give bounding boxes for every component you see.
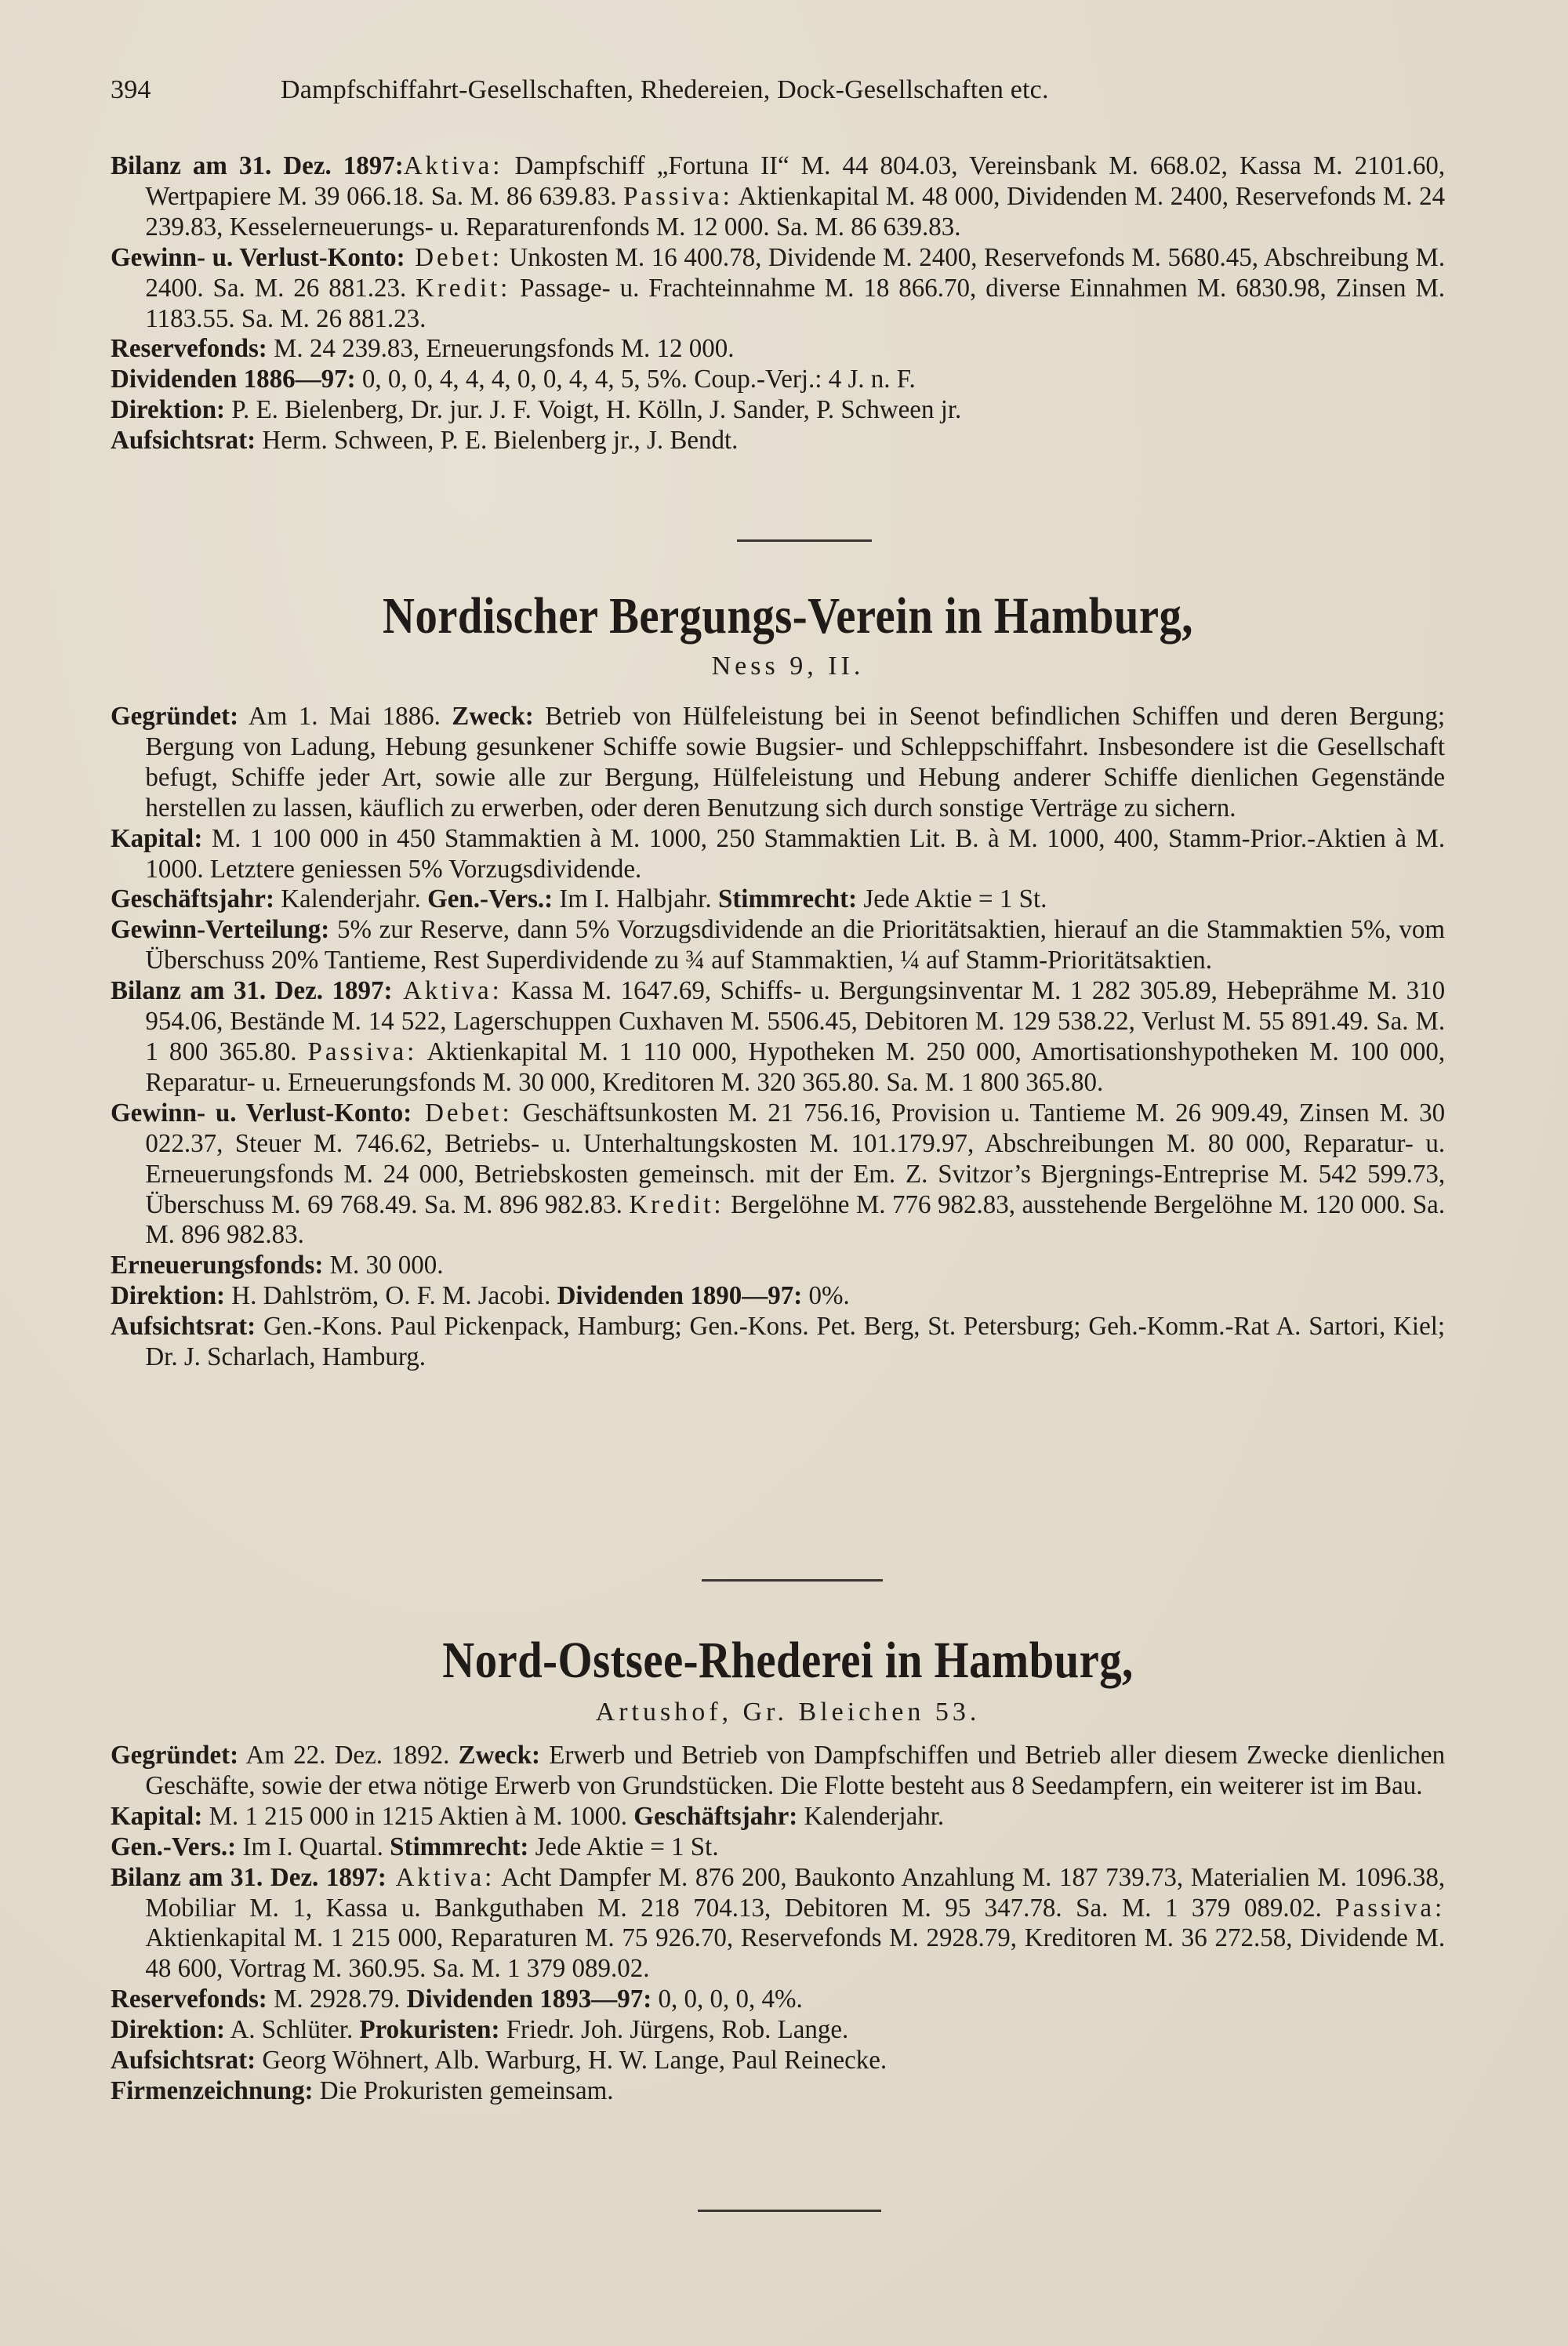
field-value: Aktienkapital M. 1 110 000, Hypotheken M. 250 000, Amortisationshypotheken M. 100 000, Reparatur- u. Erneuerungsfonds M. 30 000, Kreditoren M. 320 365.80. Sa. M. 1 800 365.80. bbox=[145, 1037, 1446, 1097]
entry-body bbox=[111, 702, 1445, 1373]
field-value: M. 1 215 000 in 1215 Aktien à M. 1000. bbox=[202, 1801, 634, 1831]
entry-paragraph bbox=[111, 884, 1445, 915]
field-label: Zweck: bbox=[458, 1741, 541, 1770]
field-label: Bilanz am 31. Dez. 1897: bbox=[111, 1862, 387, 1892]
spaced-label: Kredit: bbox=[416, 273, 511, 303]
entry-paragraph bbox=[111, 1863, 1445, 1985]
section-divider bbox=[702, 1579, 883, 1582]
entry-previous-company bbox=[111, 151, 1445, 456]
entry-paragraph bbox=[111, 151, 1445, 243]
field-value: Jede Aktie = 1 St. bbox=[857, 884, 1047, 914]
field-label: Direktion: bbox=[111, 395, 226, 425]
field-label: Zweck: bbox=[452, 702, 534, 731]
field-label: Stimmrecht: bbox=[390, 1832, 529, 1861]
company-title: Nord-Ostsee-Rhederei in Hamburg, bbox=[442, 1632, 1134, 1689]
field-label: Direktion: bbox=[111, 1281, 226, 1311]
section-divider bbox=[737, 539, 872, 542]
field-value: 5% zur Reserve, dann 5% Vorzugsdividende an die Prioritätsaktien, hierauf an die Stammaktien 5%, vom Überschuss 20% Tantieme, Rest Superdividende zu ¾ auf Stammaktien, ¼ auf Stamm-Prioritätsaktien. bbox=[145, 915, 1446, 975]
entry-paragraph bbox=[111, 1985, 1445, 2015]
entry-paragraph bbox=[111, 243, 1445, 335]
field-value: Herm. Schween, P. E. Bielenberg jr., J. Bendt. bbox=[256, 426, 739, 456]
field-label: Prokuristen: bbox=[359, 2015, 500, 2045]
field-label: Dividenden 1890—97: bbox=[557, 1281, 803, 1311]
field-value: Im I. Halbjahr. bbox=[553, 884, 718, 914]
field-value: 0%. bbox=[802, 1281, 850, 1311]
field-value: 0, 0, 0, 4, 4, 4, 0, 0, 4, 4, 5, 5%. Coup.-Verj.: 4 J. n. F. bbox=[355, 365, 916, 394]
entry-paragraph bbox=[111, 1099, 1445, 1251]
running-head-title: Dampfschiffahrt-Gesellschaften, Rhedereien, Dock-Gesellschaften etc. bbox=[281, 75, 1049, 104]
field-value: Am 1. Mai 1886. bbox=[238, 702, 452, 731]
field-label: Gen.-Vers.: bbox=[427, 884, 554, 914]
entry-paragraph bbox=[111, 395, 1445, 426]
field-value: Die Prokuristen gemeinsam. bbox=[313, 2075, 614, 2105]
field-label: Dividenden 1893—97: bbox=[406, 1985, 652, 2014]
field-label: Geschäftsjahr: bbox=[633, 1801, 798, 1831]
field-label: Gewinn-Verteilung: bbox=[111, 915, 330, 945]
field-label: Aufsichtsrat: bbox=[111, 1312, 256, 1342]
running-head bbox=[111, 75, 1465, 105]
field-label: Erneuerungsfonds: bbox=[111, 1251, 324, 1280]
field-label: Gen.-Vers.: bbox=[111, 1832, 237, 1861]
field-value: Betrieb von Hülfeleistung bei in Seenot befindlichen Schiffen und deren Bergung; Bergung von Ladung, Hebung gesunkener Schiffe sowie Bugsier- und Schleppschiffahrt. Insbesondere ist die Gesellschaft befugt, Schiffe jeder Art, sowie alle zur Bergung, Hülfeleistung und Hebung anderer Schiffe dienlichen Gegenstände herstellen zu lassen, käuflich zu erwerben, oder deren Benutzung sich durch sonstige Verträge zu sichern. bbox=[145, 702, 1446, 823]
field-label: Gewinn- u. Verlust-Konto: bbox=[111, 242, 405, 272]
field-label: Reservefonds: bbox=[111, 1985, 267, 2014]
field-label: Kapital: bbox=[111, 1801, 203, 1831]
field-value: Acht Dampfer M. 876 200, Baukonto Anzahlung M. 187 739.73, Materialien M. 1096.38, Mobiliar M. 1, Kassa u. Bankguthaben M. 218 704.13, Debitoren M. 95 347.78. Sa. M. 1 379 089.02. bbox=[145, 1862, 1446, 1923]
field-value: H. Dahlström, O. F. M. Jacobi. bbox=[225, 1281, 557, 1311]
entry-paragraph bbox=[111, 1832, 1445, 1863]
field-value: Friedr. Joh. Jürgens, Rob. Lange. bbox=[499, 2015, 849, 2045]
entry-body bbox=[111, 1741, 1445, 2107]
spaced-label: Passiva: bbox=[307, 1037, 418, 1066]
spaced-label: Passiva: bbox=[623, 181, 733, 211]
spaced-label: Debet: bbox=[412, 1098, 513, 1128]
field-label: Aufsichtsrat: bbox=[111, 2046, 256, 2075]
spaced-label: Aktiva: bbox=[392, 976, 503, 1006]
spaced-label: Kredit: bbox=[629, 1189, 724, 1219]
entry-paragraph bbox=[111, 2015, 1445, 2046]
field-value: Dampfschiff „Fortuna II“ M. 44 804.03, Vereinsbank M. 668.02, Kassa M. 2101.60, Wertpapiere M. 39 066.18. Sa. M. 86 639.83. bbox=[145, 151, 1446, 211]
entry-paragraph bbox=[111, 915, 1445, 976]
entry-nordischer-bergungs-verein bbox=[111, 702, 1445, 1373]
field-value: Passage- u. Frachteinnahme M. 18 866.70, diverse Einnahmen M. 6830.98, Zinsen M. 1183.55. Sa. M. 26 881.23. bbox=[145, 273, 1446, 333]
spaced-label: Aktiva: bbox=[386, 1862, 495, 1892]
entry-paragraph bbox=[111, 426, 1445, 456]
entry-paragraph bbox=[111, 1802, 1445, 1832]
field-label: Geschäftsjahr: bbox=[111, 884, 274, 914]
field-label: Gewinn- u. Verlust-Konto: bbox=[111, 1098, 412, 1128]
field-label: Gegründet: bbox=[111, 1741, 239, 1770]
entry-paragraph bbox=[111, 1312, 1445, 1373]
field-value: Jede Aktie = 1 St. bbox=[528, 1832, 719, 1861]
field-value: Bergelöhne M. 776 982.83, ausstehende Bergelöhne M. 120 000. Sa. M. 896 982.83. bbox=[145, 1189, 1446, 1250]
entry-paragraph bbox=[111, 1741, 1445, 1802]
entry-paragraph bbox=[111, 365, 1445, 395]
field-value: Kassa M. 1647.69, Schiffs- u. Bergungsinventar M. 1 282 305.89, Hebeprähme M. 310 954.06, Bestände M. 14 522, Lagerschuppen Cuxhaven M. 5506.45, Debitoren M. 129 538.22, Verlust M. 55 891.49. Sa. M. 1 800 365.80. bbox=[145, 976, 1446, 1066]
field-label: Stimmrecht: bbox=[717, 884, 858, 914]
field-value: M. 24 239.83, Erneuerungsfonds M. 12 000. bbox=[267, 334, 735, 364]
entry-body bbox=[111, 151, 1445, 456]
entry-paragraph bbox=[111, 824, 1445, 885]
field-value: 0, 0, 0, 0, 4%. bbox=[652, 1985, 803, 2014]
entry-paragraph bbox=[111, 1281, 1445, 1312]
field-value: M. 30 000. bbox=[323, 1251, 444, 1280]
field-value: Erwerb und Betrieb von Dampfschiffen und Betrieb aller diesem Zwecke dienlichen Geschäfte, sowie der etwa nötige Erwerb von Grundstücken. Die Flotte besteht aus 8 Seedampfern, ein weiterer ist im Bau. bbox=[145, 1741, 1446, 1800]
entry-paragraph bbox=[111, 702, 1445, 824]
field-label: Reservefonds: bbox=[111, 334, 267, 364]
field-value: Aktienkapital M. 1 215 000, Reparaturen M. 75 926.70, Reservefonds M. 2928.79, Kreditoren M. 36 272.58, Dividende M. 48 600, Vortrag M. 360.95. Sa. M. 1 379 089.02. bbox=[145, 1923, 1446, 1984]
field-label: Aufsichtsrat: bbox=[111, 426, 256, 456]
field-label: Dividenden 1886—97: bbox=[111, 365, 356, 394]
field-value: Georg Wöhnert, Alb. Warburg, H. W. Lange, Paul Reinecke. bbox=[256, 2046, 887, 2075]
entry-nord-ostsee-rhederei bbox=[111, 1741, 1445, 2107]
field-label: Gegründet: bbox=[111, 702, 239, 731]
entry-paragraph bbox=[111, 2076, 1445, 2107]
field-value: Geschäftsunkosten M. 21 756.16, Provision u. Tantieme M. 26 909.49, Zinsen M. 30 022.37, Steuer M. 746.62, Betriebs- u. Unterhaltungskosten M. 101.179.97, Abschreibungen M. 80 000, Reparatur- u. Erneuerungsfonds M. 24 000, Betriebskosten gemeinsch. mit der Em. Z. Svitzor’s Bjergnings-Entreprise M. 542 599.73, Überschuss M. 69 768.49. Sa. M. 896 982.83. bbox=[145, 1098, 1446, 1219]
page-number: 394 bbox=[111, 75, 151, 104]
field-value: Aktienkapital M. 48 000, Dividenden M. 2400, Reservefonds M. 24 239.83, Kesselerneuerungs- u. Reparaturenfonds M. 12 000. Sa. M. 86 639.83. bbox=[145, 181, 1446, 242]
field-value: M. 2928.79. bbox=[267, 1985, 407, 2014]
company-address: Ness 9, II. bbox=[711, 652, 865, 681]
entry-paragraph bbox=[111, 976, 1445, 1099]
field-label: Bilanz am 31. Dez. 1897: bbox=[111, 151, 404, 180]
field-value: A. Schlüter. bbox=[225, 2015, 360, 2045]
spaced-label: Aktiva: bbox=[403, 151, 503, 180]
field-value: M. 1 100 000 in 450 Stammaktien à M. 1000, 250 Stammaktien Lit. B. à M. 1000, 400, Stamm-Prior.-Aktien à M. 1000. Letztere geniessen 5% Vorzugsdividende. bbox=[145, 823, 1446, 884]
field-value: Im I. Quartal. bbox=[236, 1832, 390, 1861]
field-label: Bilanz am 31. Dez. 1897: bbox=[111, 976, 393, 1006]
field-value: Am 22. Dez. 1892. bbox=[238, 1741, 459, 1770]
field-value: Gen.-Kons. Paul Pickenpack, Hamburg; Gen.-Kons. Pet. Berg, St. Petersburg; Geh.-Komm.-Rat A. Sartori, Kiel; Dr. J. Scharlach, Hamburg. bbox=[145, 1312, 1446, 1372]
entry-paragraph bbox=[111, 1251, 1445, 1281]
entry-paragraph bbox=[111, 334, 1445, 365]
spaced-label: Debet: bbox=[405, 242, 503, 272]
company-title: Nordischer Bergungs-Verein in Hamburg, bbox=[383, 587, 1193, 645]
field-label: Firmenzeichnung: bbox=[111, 2075, 314, 2105]
field-value: Unkosten M. 16 400.78, Dividende M. 2400, Reservefonds M. 5680.45, Abschreibung M. 2400. Sa. M. 26 881.23. bbox=[145, 242, 1446, 303]
company-address: Artushof, Gr. Bleichen 53. bbox=[595, 1698, 981, 1727]
field-value: Kalenderjahr. bbox=[274, 884, 428, 914]
section-divider bbox=[698, 2210, 881, 2212]
spaced-label: Passiva: bbox=[1335, 1893, 1446, 1923]
field-label: Direktion: bbox=[111, 2015, 226, 2045]
entry-paragraph bbox=[111, 2046, 1445, 2076]
field-value: P. E. Bielenberg, Dr. jur. J. F. Voigt, H. Kölln, J. Sander, P. Schween jr. bbox=[225, 395, 962, 425]
field-value: Kalenderjahr. bbox=[797, 1801, 945, 1831]
field-label: Kapital: bbox=[111, 823, 203, 853]
